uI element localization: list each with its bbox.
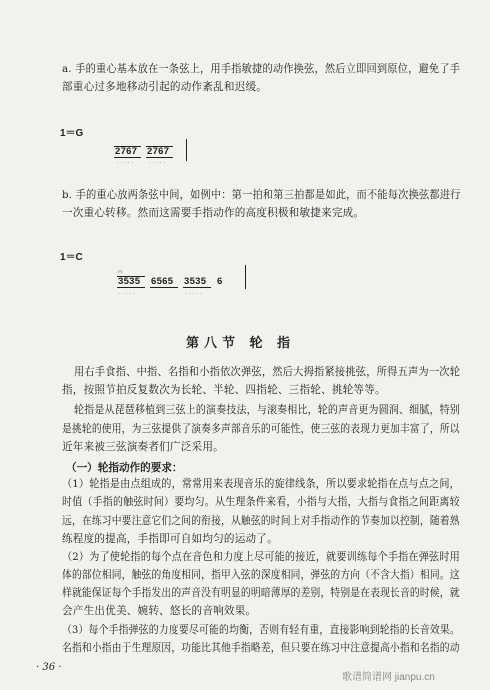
item3-line-2: 名指和小指由于生理原因，功能比其他手指略差，但只要在练习中注意提高小指和名指的动	[62, 642, 460, 654]
section-title: 第八节 轮 指	[186, 336, 296, 351]
history-line-3: 近年来被三弦演奏者们广泛采用。	[62, 441, 224, 453]
item3-line-1: （3）每个手指弹弦的力度要尽可能的均衡，否则有轻有重，直接影响到轮指的长音效果。	[62, 624, 460, 636]
example2-notes-4: 6	[217, 276, 223, 287]
example1-key: 1＝G	[60, 128, 84, 139]
para-b-line-1: b. 手的重心放两条弦中间，如例中：第一拍和第三拍都是如此，而不能每次换弦都进行	[62, 189, 461, 201]
example1-notes-2: 2767	[147, 146, 170, 157]
example1-beam-1b	[114, 157, 141, 158]
example2-ornament: ∩	[118, 269, 125, 275]
item2-line-4: 会产生出优美、婉转、悠长的音响效果。	[62, 605, 257, 617]
para-b-line-2: 一次重心转移。然而这需要手指动作的高度积极和敏捷来完成。	[62, 207, 365, 219]
example2-fingering-3: ·····	[185, 291, 203, 297]
item2-line-3: 样就能保证每个手指发出的声音没有明显的明暗薄厚的差别，特别是在表现长音的时候，就	[62, 587, 460, 599]
subheading: （一）轮指动作的要求：	[66, 462, 183, 474]
item1-line-4: 练程度的提高，手指即可自如均匀的运动了。	[62, 533, 278, 545]
example2-beam-1b	[117, 287, 145, 288]
history-line-2: 是挑轮的使用，为三弦提供了演奏多声部音乐的可能性，使三弦的表现力更加丰富了，所以	[62, 423, 460, 435]
example2-notes-3: 3535	[184, 276, 207, 287]
para-a-line-2: 部重心过多地移动引起的动作紊乱和迟缓。	[62, 81, 268, 93]
example1-barline	[186, 139, 187, 161]
example1-notes-1: 2767	[115, 146, 138, 157]
example2-notes-1: 3535	[118, 276, 141, 287]
example1-beam-2b	[146, 157, 173, 158]
history-line-1: 轮指是从琵琶移植到三弦上的演奏技法，与滚奏相比，轮的声音更为圆润、细腻，特别	[74, 404, 460, 416]
example2-notes-2: 6565	[151, 276, 174, 287]
example2-beam-3	[183, 287, 211, 288]
example2-beam-2	[150, 287, 178, 288]
item1-line-2: 时值（手指的触弦时间）要均匀。从生理条件来看，小指与大指，大指与食指之间距离较	[62, 496, 460, 508]
item1-line-1: （1）轮指是由点组成的，常常用来表现音乐的旋律线条，所以要求轮指在点与点之间，	[62, 478, 460, 490]
example1-fingering-1: ·····	[117, 160, 135, 166]
para-a-line-1: a. 手的重心基本放在一条弦上，用手指敏捷的动作换弦，然后立即回到原位，避免了手	[62, 63, 461, 75]
example2-fingering-1: ·····	[119, 291, 137, 297]
page-number: · 36 ·	[36, 662, 62, 673]
intro-line-1: 用右手食指、中指、名指和小指依次弹弦，然后大拇指紧接挑弦，所得五声为一次轮	[74, 366, 461, 378]
item2-line-2: 体的部位相同，触弦的角度相同，指甲入弦的深度相同，弹弦的方向（不含大指）相同。这	[62, 569, 460, 581]
intro-line-2: 指，按照节拍反复数次为长轮、半轮、四指轮、三指轮、挑轮等等。	[62, 384, 386, 396]
example2-barline	[245, 265, 246, 289]
watermark: 歌谱简谱网 jianpu.cn	[342, 672, 435, 683]
item2-line-1: （2）为了使轮指的每个点在音色和力度上尽可能的接近，就要训练每个手指在弹弦时用	[62, 551, 460, 563]
item1-line-3: 远，在练习中要注意它们之间的衔接，从触弦的时间上对手指动作的节奏加以控制，随着熟	[62, 515, 460, 527]
example1-fingering-2: ·····	[149, 160, 167, 166]
example2-key: 1＝C	[60, 252, 83, 263]
